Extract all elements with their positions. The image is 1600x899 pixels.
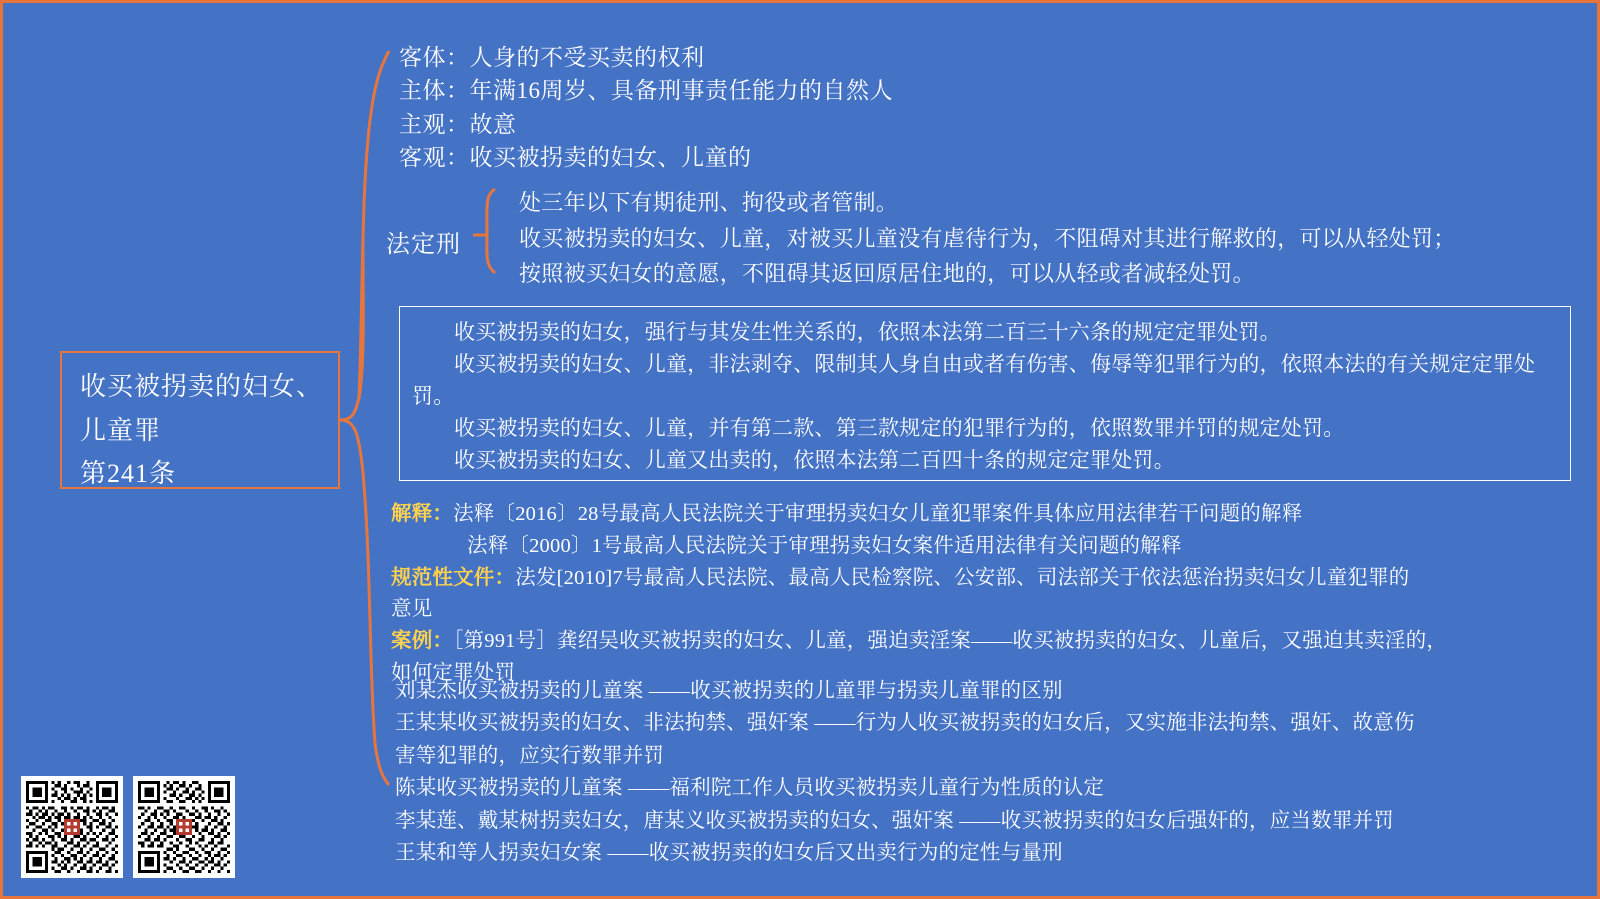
clause-1: 收买被拐卖的妇女，强行与其发生性关系的，依照本法第二百三十六条的规定定罪处罚。 (454, 320, 1281, 344)
clause-3: 收买被拐卖的妇女、儿童，并有第二款、第三款规定的犯罪行为的，依照数罪并罚的规定处罚。 (454, 415, 1345, 440)
penalty-item-3: 按照被买妇女的意愿，不阻碍其返回原居住地的，可以从轻或者减轻处罚。 (519, 261, 1255, 287)
element-subjective: 主观：故意 (399, 111, 517, 137)
interpretation-line1: 法释〔2016〕28号最高人民法院关于审理拐卖妇女儿童犯罪案件具体应用法律若干问题的解释 (453, 503, 1303, 525)
penalty-item-1: 处三年以下有期徒刑、拘役或者管制。 (519, 190, 899, 215)
interpretation-line2: 法释〔2000〕1号最高人民法院关于审理拐卖妇女案件适用法律有关问题的解释 (467, 534, 1182, 557)
crime-elements-group (399, 41, 893, 174)
penalty-label: 法定刑 (386, 232, 461, 258)
case-list (395, 675, 1585, 869)
root-title-line2: 儿童罪 (80, 415, 162, 445)
qr-code-right[interactable] (133, 776, 235, 878)
references-group (391, 499, 1581, 690)
interpretation-block (391, 499, 1581, 563)
root-article-number: 第241条 (80, 459, 177, 489)
cases-label: 案例： (391, 630, 454, 653)
root-title-line1: 收买被拐卖的妇女、 (80, 372, 324, 401)
case-item-1: 刘某杰收买被拐卖的儿童案 ——收买被拐卖的儿童罪与拐卖儿童罪的区别 (395, 680, 1063, 702)
normative-block (391, 563, 1581, 627)
penalty-items-group (519, 185, 1539, 292)
root-node[interactable] (60, 351, 340, 489)
element-subject: 主体：年满16周岁、具备刑事责任能力的自然人 (399, 78, 893, 104)
case-lead-line2: 如何定罪处罚 (391, 661, 516, 684)
clause-2: 收买被拐卖的妇女、儿童，非法剥夺、限制其人身自由或者有伤害、侮辱等犯罪行为的，依照本法的有关规定定罪处罚。 (412, 351, 1536, 408)
clause-4: 收买被拐卖的妇女、儿童又出卖的，依照本法第二百四十条的规定定罪处罚。 (454, 447, 1175, 472)
case-item-2-cont: 害等犯罪的，应实行数罪并罚 (395, 744, 665, 767)
qr-code-left[interactable] (21, 776, 123, 878)
interpretation-label: 解释： (391, 503, 454, 525)
normative-line2: 意见 (391, 598, 433, 621)
penalty-item-2: 收买被拐卖的妇女、儿童，对被买儿童没有虐待行为，不阻碍对其进行解救的，可以从轻处罚； (519, 225, 1456, 251)
element-objective: 客观：收买被拐卖的妇女、儿童的 (399, 145, 752, 171)
normative-label: 规范性文件： (391, 566, 516, 589)
case-item-3: 陈某收买被拐卖的儿童案 ——福利院工作人员收买被拐卖儿童行为性质的认定 (395, 777, 1105, 800)
case-lead-line1: ［第991号］龚绍吴收买被拐卖的妇女、儿童，强迫卖淫案——收买被拐卖的妇女、儿童后，又强迫其卖淫的， (453, 630, 1448, 653)
clause-box (399, 306, 1571, 481)
element-object: 客体：人身的不受买卖的权利 (399, 45, 705, 70)
case-item-5: 王某和等人拐卖妇女案 ——收买被拐卖的妇女后又出卖行为的定性与量刑 (395, 841, 1063, 864)
normative-line1: 法发[2010]7号最高人民法院、最高人民检察院、公安部、司法部关于依法惩治拐卖妇女儿童犯罪的 (515, 566, 1410, 589)
case-item-4: 李某莲、戴某树拐卖妇女，唐某义收买被拐卖的妇女、强奸案 ——收买被拐卖的妇女后强奸的，应当数罪并罚 (395, 809, 1394, 832)
case-item-2: 王某某收买被拐卖的妇女、非法拘禁、强奸案 ——行为人收买被拐卖的妇女后，又实施非法拘禁、强奸、故意伤 (395, 712, 1415, 735)
